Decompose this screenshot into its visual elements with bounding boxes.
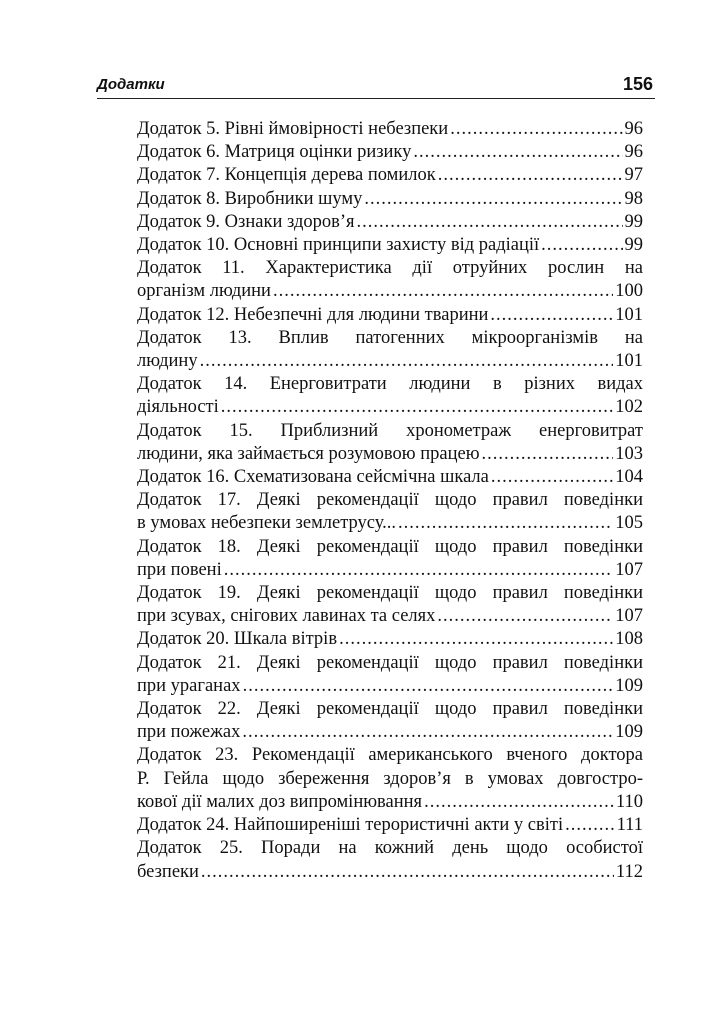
toc-entry[interactable] <box>137 837 643 883</box>
dot-leader <box>565 814 615 837</box>
toc-entry-text: Додаток 21. Деякі рекомендації щодо правил поведінки <box>137 652 643 673</box>
toc-entry-text: організм людини <box>137 281 271 302</box>
toc-entry-text: Додаток 22. Деякі рекомендації щодо правил поведінки <box>137 699 643 720</box>
toc-page-number: 101 <box>615 304 643 325</box>
toc-page-number: 97 <box>624 165 643 186</box>
toc-page-number: 108 <box>615 629 643 650</box>
dot-leader <box>364 188 622 211</box>
toc-entry-text: Додаток 20. Шкала вітрів <box>137 629 338 650</box>
toc-entry[interactable] <box>137 814 643 837</box>
toc-entry[interactable] <box>137 466 643 489</box>
toc-entry[interactable] <box>137 698 643 744</box>
toc-entry-text: Додаток 16. Схематизована сейсмічна шкала <box>137 467 489 488</box>
toc-entry-text: Додаток 13. Вплив патогенних мікроорганізмів на <box>137 327 643 348</box>
toc-page-number: 109 <box>615 675 643 696</box>
toc-page-number: 100 <box>615 281 643 302</box>
toc-entry[interactable] <box>137 188 643 211</box>
toc-entry[interactable] <box>137 373 643 419</box>
toc-entry-text: Додаток 15. Приблизний хронометраж енерговитрат <box>137 420 643 441</box>
toc-entry-text: в умовах небезпеки землетрусу... <box>137 513 397 534</box>
toc-entry[interactable] <box>137 304 643 327</box>
toc-entry[interactable] <box>137 327 643 373</box>
dot-leader <box>541 234 622 257</box>
dot-leader <box>201 861 614 884</box>
dot-leader <box>221 396 613 419</box>
table-of-contents <box>137 118 643 884</box>
toc-page-number: 107 <box>615 559 643 580</box>
section-title: Додатки <box>97 76 165 93</box>
toc-page-number: 99 <box>624 211 643 232</box>
toc-page-number: 105 <box>615 513 643 534</box>
toc-page-number: 99 <box>624 235 643 256</box>
toc-page-number: 110 <box>615 791 643 812</box>
toc-page-number: 98 <box>624 188 643 209</box>
toc-page-number: 112 <box>615 861 643 882</box>
page-number: 156 <box>622 74 653 94</box>
toc-entry-text: Додаток 9. Ознаки здоров’я <box>137 211 355 232</box>
running-header <box>97 70 655 99</box>
toc-entry-text: при ураганах <box>137 675 241 696</box>
dot-leader <box>224 559 614 582</box>
toc-page-number: 107 <box>615 606 643 627</box>
toc-entry-text: людини, яка займається розумовою працею <box>137 443 480 464</box>
toc-entry-text: Додаток 7. Концепція дерева помилок <box>137 165 436 186</box>
toc-entry-text: Додаток 14. Енерговитрати людини в різних видах <box>137 374 643 395</box>
toc-entry-text: Додаток 10. Основні принципи захисту від радіації <box>137 235 540 256</box>
toc-entry[interactable] <box>137 211 643 234</box>
toc-entry[interactable] <box>137 582 643 628</box>
toc-entry-text: кової дії малих доз випромінювання <box>137 791 423 812</box>
toc-page-number: 103 <box>615 443 643 464</box>
toc-entry-text: Додаток 19. Деякі рекомендації щодо правил поведінки <box>137 583 643 604</box>
toc-entry-text: Додаток 5. Рівні ймовірності небезпеки <box>137 119 449 139</box>
toc-entry-text: Додаток 6. Матриця оцінки ризику <box>137 142 412 163</box>
dot-leader <box>357 211 623 234</box>
toc-entry-text: Додаток 25. Поради на кожний день щодо особистої <box>137 838 643 859</box>
toc-entry[interactable] <box>137 652 643 698</box>
dot-leader <box>482 443 614 466</box>
dot-leader <box>200 350 614 373</box>
dot-leader <box>438 164 623 187</box>
toc-page-number: 96 <box>624 119 643 139</box>
toc-page-number: 102 <box>615 397 643 418</box>
toc-entry[interactable] <box>137 628 643 651</box>
dot-leader <box>490 304 613 327</box>
toc-entry-text: Додаток 24. Найпоширеніші терористичні акти у світі <box>137 815 564 836</box>
toc-entry[interactable] <box>137 257 643 303</box>
toc-entry-text: Додаток 18. Деякі рекомендації щодо правил поведінки <box>137 536 643 557</box>
toc-entry[interactable] <box>137 118 643 141</box>
toc-entry-text: Додаток 23. Рекомендації американського вченого доктора <box>137 745 643 766</box>
dot-leader <box>437 605 613 628</box>
toc-entry-text: діяльності <box>137 397 219 418</box>
toc-page-number: 111 <box>616 815 643 836</box>
toc-entry[interactable] <box>137 234 643 257</box>
toc-entry[interactable] <box>137 489 643 535</box>
toc-entry-text: Додаток 11. Характеристика дії отруйних рослин на <box>137 258 643 279</box>
toc-entry[interactable] <box>137 164 643 187</box>
toc-entry-text: Додаток 12. Небезпечні для людини тварини <box>137 304 489 325</box>
toc-entry-text: при пожежах <box>137 722 241 743</box>
toc-page-number: 101 <box>615 351 643 372</box>
toc-entry-text: людину <box>137 351 198 372</box>
dot-leader <box>424 791 614 814</box>
toc-entry-text: Додаток 8. Виробники шуму <box>137 188 363 209</box>
toc-entry-text: Р. Гейла щодо збереження здоров’я в умовах довгостро- <box>137 768 643 789</box>
toc-page-number: 109 <box>615 722 643 743</box>
toc-entry-text: безпеки <box>137 861 199 882</box>
dot-leader <box>242 721 613 744</box>
toc-entry[interactable] <box>137 420 643 466</box>
dot-leader <box>450 118 622 141</box>
dot-leader <box>398 512 613 535</box>
toc-page-number: 96 <box>624 142 643 163</box>
toc-entry[interactable] <box>137 536 643 582</box>
dot-leader <box>243 675 614 698</box>
toc-page-number: 104 <box>615 467 643 488</box>
dot-leader <box>339 628 613 651</box>
dot-leader <box>273 280 613 303</box>
toc-entry[interactable] <box>137 744 643 814</box>
toc-entry[interactable] <box>137 141 643 164</box>
dot-leader <box>413 141 622 164</box>
toc-entry-text: при повені <box>137 559 222 580</box>
toc-entry-text: при зсувах, снігових лавинах та селях <box>137 606 436 627</box>
toc-entry-text: Додаток 17. Деякі рекомендації щодо правил поведінки <box>137 490 643 511</box>
dot-leader <box>491 466 613 489</box>
